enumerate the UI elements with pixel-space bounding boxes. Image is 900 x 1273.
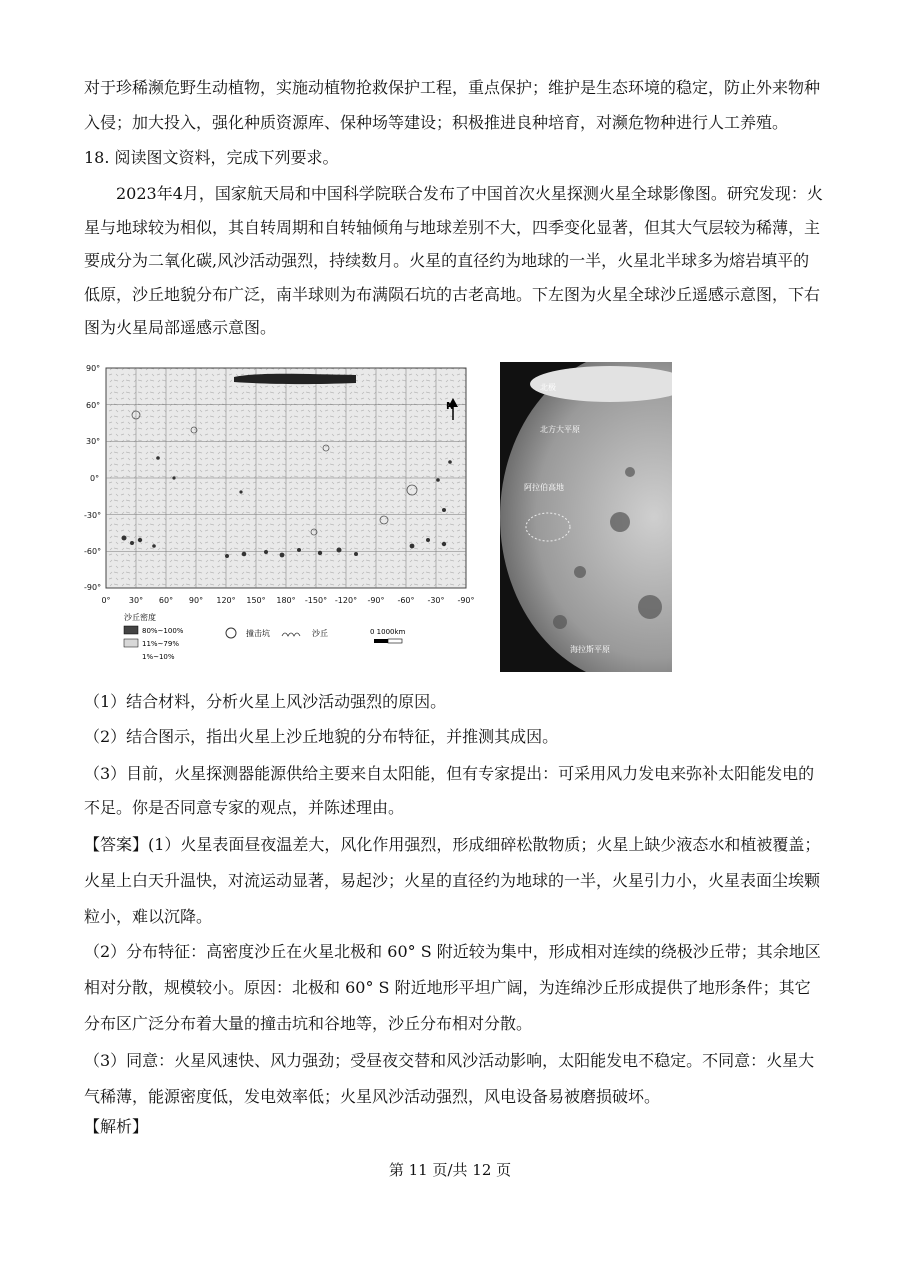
analysis-label: 【解析】 <box>84 1117 149 1136</box>
scale-bar-dark <box>374 639 388 643</box>
dune-icon <box>282 633 300 636</box>
longitude-labels <box>101 596 474 605</box>
question-1: （1）结合材料，分析火星上风沙活动强烈的原因。 <box>84 692 447 711</box>
intro-line-1: 对于珍稀濒危野生动植物，实施动植物抢救保护工程，重点保护；维护是生态环境的稳定，防止外来物种 <box>84 78 821 97</box>
crater-icon <box>226 628 236 638</box>
lon-label: 90° <box>188 596 204 605</box>
lon-label: 180° <box>276 596 296 605</box>
crater-label: 撞击坑 <box>246 629 270 638</box>
lon-label: -90° <box>367 596 385 605</box>
scale-label: 0 1000km <box>370 628 406 636</box>
question-2: （2）结合图示，指出火星上沙丘地貌的分布特征，并推测其成因。 <box>84 727 559 746</box>
lat-label: -30° <box>84 511 102 520</box>
mars-regional-photo <box>500 362 672 672</box>
latitude-labels <box>84 364 101 592</box>
lat-label: 60° <box>86 401 101 410</box>
intro-line-2: 入侵；加大投入，强化种质资源库、保种场等建设；积极推进良种培育，对濒危物种进行人工养殖。 <box>84 113 789 132</box>
north-polar-dune-band <box>234 374 356 384</box>
lon-label: 60° <box>158 596 174 605</box>
page-footer: 第 11 页/共 12 页 <box>388 1161 512 1179</box>
lon-label: -30° <box>427 596 445 605</box>
legend-item-high: 80%~100% <box>142 627 184 635</box>
question-heading: 18. 阅读图文资料，完成下列要求。 <box>84 148 339 167</box>
answer-1: 【答案】(1）火星表面昼夜温差大，风化作用强烈，形成细碎松散物质；火星上缺少液态水和植被覆盖；火星上白天升温快，对流运动显著，易起沙；火星的直径约为地球的一半，火星引力小，火星表面尘埃颗粒小，难以沉降。 <box>84 835 821 926</box>
photo-label-arabia: 阿拉伯高地 <box>524 483 564 492</box>
mars-dune-map <box>84 360 479 675</box>
legend-item-low: 1%~10% <box>142 653 175 661</box>
lat-label: -60° <box>84 547 102 556</box>
lon-label: 150° <box>246 596 266 605</box>
legend-item-mid: 11%~79% <box>142 640 179 648</box>
answer-2: （2）分布特征：高密度沙丘在火星北极和 60° S 附近较为集中，形成相对连续的绕极沙丘带；其余地区相对分散，规模较小。原因：北极和 60° S 附近地形平坦广阔，为连绵沙丘形成提供了地形条件；其它分布区广泛分布着大量的撞击坑和谷地等，沙丘分布相对分散。 <box>84 942 821 1033</box>
question-3: （3）目前，火星探测器能源供给主要来自太阳能，但有专家提出：可采用风力发电来弥补太阳能发电的不足。你是否同意专家的观点，并陈述理由。 <box>84 764 815 817</box>
answer-3: （3）同意：火星风速快、风力强劲；受昼夜交替和风沙活动影响，太阳能发电不稳定。不同意：火星大气稀薄，能源密度低，发电效率低；火星风沙活动强烈，风电设备易被磨损破坏。 <box>84 1051 815 1106</box>
lat-label: 30° <box>86 437 101 446</box>
lat-label: 90° <box>86 364 101 373</box>
legend-title: 沙丘密度 <box>124 613 156 622</box>
lon-label: 30° <box>128 596 144 605</box>
lat-label: 0° <box>90 474 100 483</box>
lon-label: 120° <box>216 596 236 605</box>
scale-bar-light <box>388 639 402 643</box>
photo-label-north-pole: 北极 <box>540 383 556 392</box>
photo-label-northern-plain: 北方大平原 <box>540 425 580 434</box>
lon-label: 0° <box>101 596 111 605</box>
lon-label: -60° <box>397 596 415 605</box>
map-legend <box>124 612 406 661</box>
north-label: N <box>446 401 455 412</box>
legend-swatch-high <box>124 626 138 634</box>
photo-label-hellas: 海拉斯平原 <box>570 645 610 654</box>
lon-label: -90° <box>457 596 475 605</box>
material-paragraph: 2023年4月，国家航天局和中国科学院联合发布了中国首次火星探测火星全球影像图。研究发现：火星与地球较为相似，其自转周期和自转轴倾角与地球差别不大，四季变化显著，但其大气层较为稀薄，主要成分为二氧化碳,风沙活动强烈，持续数月。火星的直径约为地球的一半，火星北半球多为熔岩填平的低原，沙丘地貌分布广泛，南半球则为布满陨石坑的古老高地。下左图为火星全球沙丘遥感示意图，下右图为火星局部遥感示意图。 <box>84 184 823 337</box>
lat-label: -90° <box>84 583 102 592</box>
legend-swatch-mid <box>124 639 138 647</box>
lon-label: -150° <box>304 596 328 605</box>
lon-label: -120° <box>334 596 358 605</box>
dune-label: 沙丘 <box>312 629 328 638</box>
